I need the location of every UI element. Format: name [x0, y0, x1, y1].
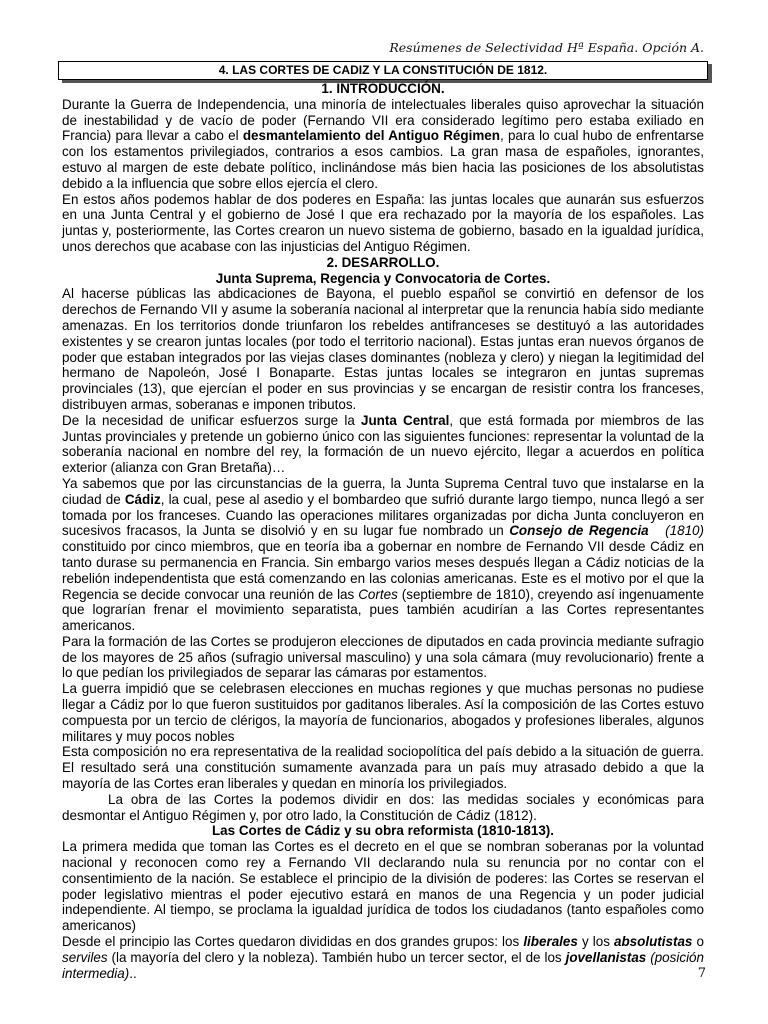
page-number: 7	[697, 966, 706, 981]
text-run: Desde el principio las Cortes quedaron divididas en dos grandes grupos: los	[62, 934, 524, 950]
text-run: ..	[129, 965, 137, 981]
running-header: Resúmenes de Selectividad Hª España. Opción A.	[389, 40, 704, 55]
paragraph-obra-1: La primera medida que toman las Cortes es el decreto en el que se nombran soberanas por la voluntad nacional y reconocen como rey a Fernando VII declarando nula su renuncia por no contar con el consentimiento de la nación. Se establece el principio de la división de poderes: las Cortes se reservan el poder legislativo mientras el poder ejecutivo estará en manos de una Regencia y un poder judicial independiente. Al tiempo, se proclama la igualdad jurídica de todos los ciudadanos (tanto españoles como americanos)	[62, 839, 704, 934]
text-run: y los	[577, 934, 614, 950]
bold-italic-term	[614, 934, 692, 949]
document-body	[62, 81, 704, 981]
paragraph-junta-1: Al hacerse públicas las abdicaciones de Bayona, el pueblo español se convirtió en defensor de los derechos de Fernando VII y asume la soberanía nacional al interpretar que la renuncia había sido mediante amenazas. En los territorios donde triunfaron los rebeldes antifranceses se destituyó a las autoridades existentes y se crearon juntas locales (por todo el territorio nacional). Estas juntas eran nuevos órganos de poder que estaban integrados por las viejas clases dominantes (nobleza y clero) y niegan la legitimidad del hermano de Napoleón, José I Bonaparte. Estas juntas locales se integraron en juntas supremas provinciales (13), que ejercían el poder en sus provincias y se encargan de resistir contra los franceses, distribuyen armas, soberanas e imponen tributos.	[62, 286, 704, 412]
text-run: (septiembre de 1810), creyendo así ingenuamente que lograrían frenar el movimiento separatista, pues también acudirían a las Cortes representantes americanos.	[62, 586, 704, 634]
text-run: De la necesidad de unificar esfuerzos surge la	[62, 412, 361, 428]
text-run: (la mayoría del clero y la nobleza). También hubo un tercer sector, el de los	[107, 949, 566, 965]
bold-term: desmantelamiento del Antiguo Régimen	[242, 128, 500, 144]
paragraph-junta-6: Esta composición no era representativa de la realidad sociopolítica del país debido a la situación de guerra. El resultado será una constitución sumamente avanzada para un país muy atrasado debido a que la mayoría de las Cortes eran liberales y quedan en minoría los privilegiados.	[62, 744, 704, 792]
bold-italic-term	[566, 950, 647, 965]
paragraph-junta-2	[62, 413, 704, 476]
liberales-term: liberales	[523, 934, 578, 950]
bold-term: Cádiz	[124, 491, 161, 507]
text-run: , la cual, pese al asedio y el bombardeo que sufrió durante largo tiempo, nunca llegó a ser tomada por los franceses. Cuando las operaciones militares organizadas por dicha Junta concluyeron en sucesivos fracasos, la Junta se disolvió y en su lugar fue nombrado un	[62, 491, 705, 539]
italic-term: (posición intermedia)	[62, 949, 705, 981]
subsection-heading-junta: Junta Suprema, Regencia y Convocatoria de Cortes.	[215, 270, 551, 286]
text-run: , que está formada por miembros de las Juntas provinciales y pretende un gobierno único con las siguientes funciones: representar la voluntad de la soberanía nacional en nombre del rey, la formación de un nuevo ejército, llegar a acuerdos en política exterior (alianza con Gran Bretaña)…	[62, 412, 704, 476]
italic-term: (1810)	[665, 523, 704, 539]
paragraph-intro-2: En estos años podemos hablar de dos poderes en España: las juntas locales que aunarán sus esfuerzos en una Junta Central y el gobierno de José I que era rechazado por la mayoría de los españoles. Las juntas y, posteriormente, las Cortes crearon un nuevo sistema de gobierno, basado en la igualdad jurídica, unos derechos que acabase con las injusticias del Antiguo Régimen.	[62, 191, 704, 254]
section-heading-desarrollo: 2. DESARROLLO.	[326, 254, 440, 270]
absolutistas-term: absolutistas	[614, 934, 693, 950]
paragraph-junta-4: Para la formación de las Cortes se produjeron elecciones de diputados en cada provincia mediante sufragio de los mayores de 25 años (sufragio universal masculino) y una sola cámara (muy revolucionario) frente a lo que pedían los privilegiados de separar las cámaras por estamentos.	[62, 633, 704, 681]
paragraph-junta-7: La obra de las Cortes la podemos dividir en dos: las medidas sociales y económicas para desmontar el Antiguo Régimen y, por otro lado, la Constitución de Cádiz (1812).	[62, 791, 704, 823]
paragraph-obra-2	[62, 934, 704, 981]
subsection-heading-obra-reformista: Las Cortes de Cádiz y su obra reformista (1810-1813).	[211, 823, 555, 839]
paragraph-junta-5: La guerra impidió que se celebrasen elecciones en muchas regiones y que muchas personas no pudiese llegar a Cádiz por lo que fueron sustituidos por gaditanos liberales. Así la composición de las Cortes estuvo compuesta por un tercio de clérigos, la mayoría de funcionarios, abogados y profesiones liberales, algunos militares y muy pocos nobles	[62, 681, 704, 744]
consejo-de-regencia-term: Consejo de Regencia	[509, 523, 649, 539]
text-run: Durante la Guerra de Independencia, una minoría de intelectuales liberales quiso aprovechar la situación de inestabilidad y de vacío de poder (Fernando VII era considerado legítimo pero estaba exiliado en Francia) para llevar a cabo el	[62, 96, 704, 144]
paragraph-intro-1	[62, 97, 704, 192]
section-heading-introduccion: 1. INTRODUCCIÓN.	[321, 81, 445, 96]
bold-term: Junta Central	[360, 412, 450, 428]
bold-italic-term	[523, 934, 578, 949]
italic-term: Cortes	[358, 586, 398, 602]
text-run: Ya sabemos que por las circunstancias de la guerra, la Junta Suprema Central tuvo que instalarse en la ciudad de	[62, 475, 704, 507]
jovellanistas-term: jovellanistas	[565, 949, 647, 965]
chapter-title: 4. LAS CORTES DE CADIZ Y LA CONSTITUCIÓN DE 1812.	[58, 61, 708, 80]
text-run: , para lo cual hubo de enfrentarse con los estamentos privilegiados, contrarios a esos cambios. La gran masa de españoles, ignorantes, estuvo al margen de este debate político, inclinándose más bien hacia las posiciones de los absolutistas debido a la influencia que sobre ellos ejercía el clero.	[62, 128, 704, 191]
text-run: constituido por cinco miembros, que en teoría iba a gobernar en nombre de Fernando VII desde Cádiz en tanto durase su permanencia en Francia. Sin embargo varios meses después llegan a Cádiz noticias de la rebelión independentista que está comenzando en las colonias americanas. Este es el motivo por el que la Regencia se decide convocar una reunión de las	[62, 539, 704, 602]
serviles-term: serviles	[62, 949, 108, 965]
bold-italic-term	[509, 523, 648, 538]
text-run: o	[692, 934, 704, 950]
paragraph-junta-3	[62, 476, 704, 634]
